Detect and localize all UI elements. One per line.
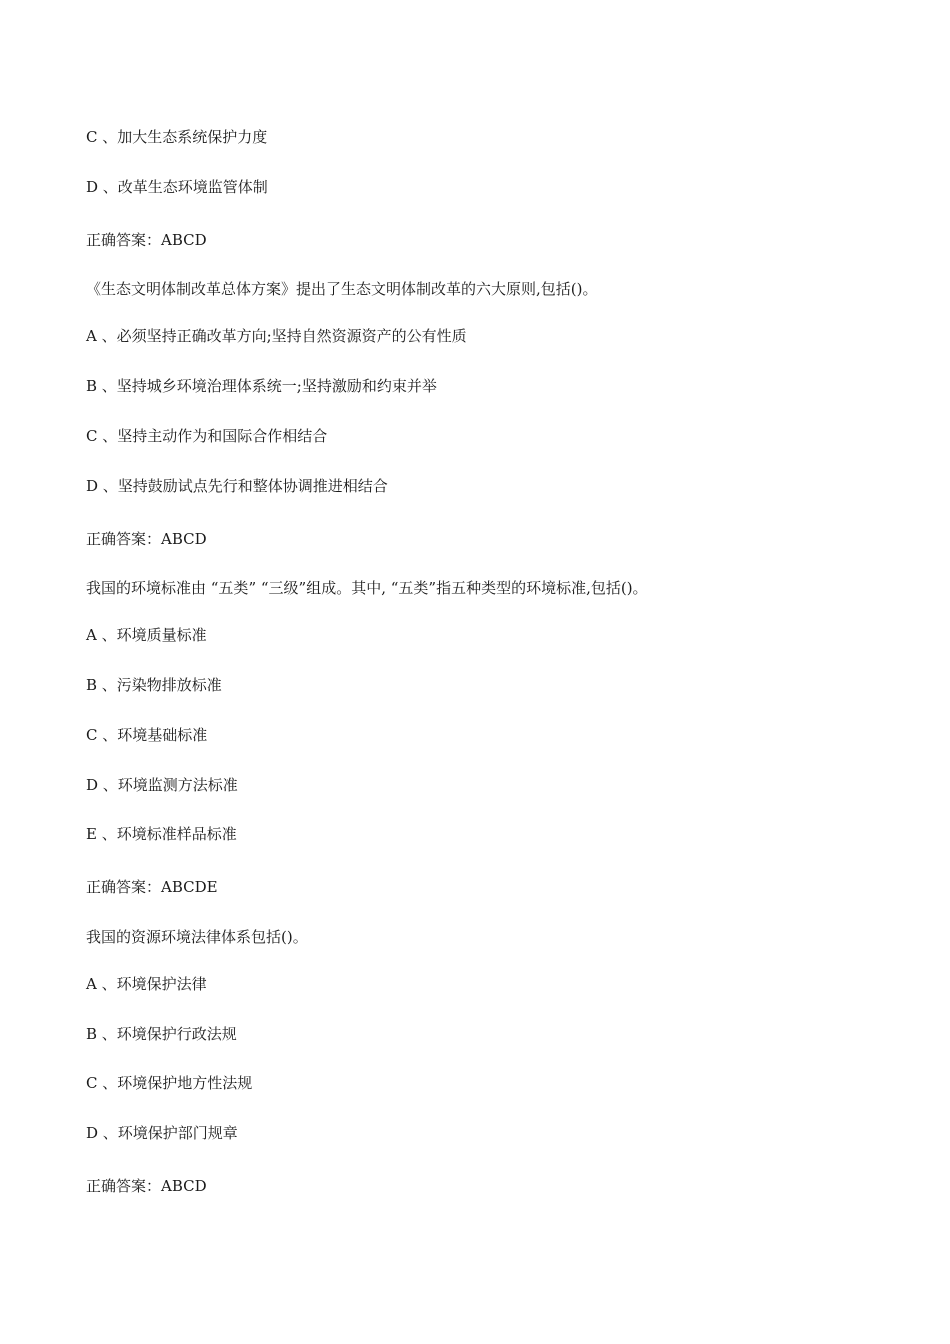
- question-text: 我国的环境标准由 “五类” “三级”组成。其中, “五类”指五种类型的环境标准,包括()。: [86, 579, 648, 597]
- question-text: 我国的资源环境法律体系包括()。: [86, 928, 308, 946]
- option-c: C 、环境基础标准: [86, 726, 208, 744]
- option-c: C 、环境保护地方性法规: [86, 1074, 253, 1092]
- option-c: C 、加大生态系统保护力度: [86, 128, 268, 146]
- answer-text: 正确答案：ABCD: [86, 1177, 207, 1195]
- question-text: 《生态文明体制改革总体方案》提出了生态文明体制改革的六大原则,包括()。: [86, 280, 598, 298]
- option-d: D 、改革生态环境监管体制: [86, 178, 268, 196]
- option-b: B 、污染物排放标准: [86, 676, 222, 694]
- option-c: C 、坚持主动作为和国际合作相结合: [86, 427, 328, 445]
- option-a: A 、必须坚持正确改革方向;坚持自然资源资产的公有性质: [86, 327, 467, 345]
- option-e: E 、环境标准样品标准: [86, 825, 237, 843]
- answer-text: 正确答案：ABCD: [86, 231, 207, 249]
- answer-text: 正确答案：ABCDE: [86, 878, 218, 896]
- answer-text: 正确答案：ABCD: [86, 530, 207, 548]
- option-b: B 、坚持城乡环境治理体系统一;坚持激励和约束并举: [86, 377, 437, 395]
- option-d: D 、环境监测方法标准: [86, 776, 238, 794]
- option-d: D 、环境保护部门规章: [86, 1124, 238, 1142]
- option-a: A 、环境保护法律: [86, 975, 207, 993]
- option-a: A 、环境质量标准: [86, 626, 207, 644]
- option-b: B 、环境保护行政法规: [86, 1025, 237, 1043]
- option-d: D 、坚持鼓励试点先行和整体协调推进相结合: [86, 477, 388, 495]
